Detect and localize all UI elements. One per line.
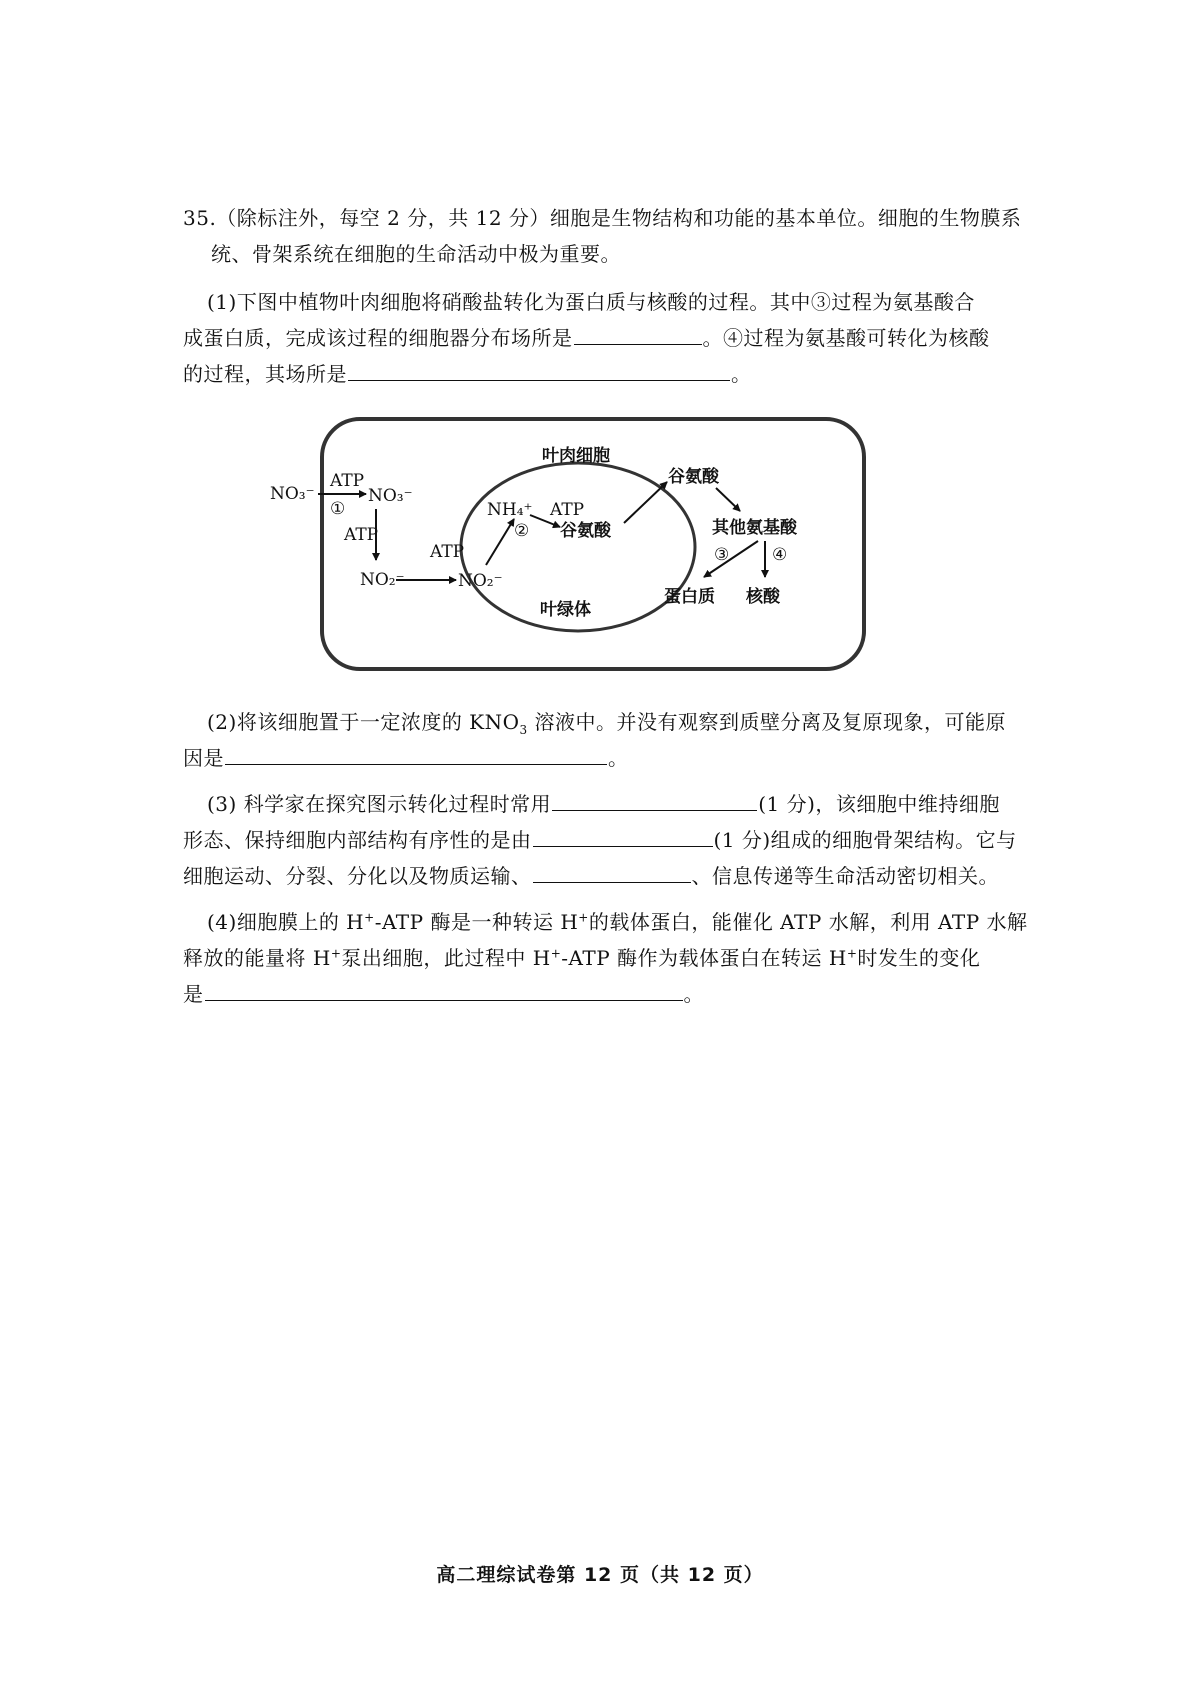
step1-marker: ① (330, 499, 346, 519)
no2-chloroplast-label: NO₂⁻ (458, 571, 503, 591)
atp-label-no3-no2: ATP (344, 525, 379, 545)
subscript-3: 3 (519, 723, 528, 737)
question-intro-text-2: 统、骨架系统在细胞的生命活动中极为重要。 (211, 242, 621, 266)
subquestion-4-text: 时发生的变化 (857, 946, 981, 970)
nucleic-acid-label: 核酸 (746, 587, 780, 607)
superscript-plus: + (846, 946, 858, 961)
glutamate-cytoplasm-label: 谷氨酸 (668, 467, 719, 487)
step2-marker: ② (514, 521, 530, 541)
question-intro-text-1: 35.（除标注外，每空 2 分，共 12 分）细胞是生物结构和功能的基本单位。细胞的生物膜系 (183, 206, 1022, 230)
subquestion-3-text: 细胞运动、分裂、分化以及物质运输、 (183, 864, 532, 888)
subquestion-4-text: 。 (683, 982, 704, 1006)
subquestion-3-text: (1 分)，该细胞中维持细胞 (758, 792, 1000, 816)
subquestion-4-text: 是 (183, 982, 204, 1006)
no2-cytoplasm-label: NO₂⁻ (360, 570, 405, 590)
subquestion-4-text: 释放的能量将 H (183, 946, 331, 970)
subquestion-3-line (207, 789, 1026, 819)
subquestion-2-text: 因是 (183, 746, 224, 770)
subquestion-3-text: (1 分)组成的细胞骨架结构。它与 (713, 828, 1017, 852)
other-amino-acids-label: 其他氨基酸 (712, 518, 797, 538)
atp-label-no2-nh4: ATP (430, 542, 465, 562)
nh4-label: NH₄⁺ (487, 500, 533, 520)
subquestion-2-line (207, 707, 1026, 737)
answer-blank-4[interactable] (552, 790, 757, 811)
superscript-plus: + (364, 910, 375, 925)
subquestion-4-line (183, 943, 1026, 973)
subquestion-3-line (183, 825, 1026, 855)
step3-marker: ③ (714, 545, 730, 565)
superscript-plus: + (578, 910, 589, 925)
subquestion-1-text: 成蛋白质，完成该过程的细胞器分布场所是 (183, 326, 573, 350)
superscript-plus: + (550, 946, 562, 961)
arrow-no2-to-nh4 (486, 519, 514, 565)
subquestion-3-line (183, 861, 1026, 891)
no3-outside-label: NO₃⁻ (270, 484, 315, 504)
subquestion-3-text: 、信息传递等生命活动密切相关。 (691, 864, 999, 888)
subquestion-2-text: 溶液中。并没有观察到质壁分离及复原现象，可能原 (527, 710, 1007, 734)
subquestion-1-line (207, 287, 1026, 317)
subquestion-4-text: -ATP 酶是一种转运 H (374, 910, 579, 934)
subquestion-2-line (183, 743, 1026, 773)
nitrate-conversion-diagram (260, 415, 910, 675)
glutamate-chloroplast-label: 谷氨酸 (560, 521, 611, 541)
subquestion-3-text: (3) 科学家在探究图示转化过程时常用 (207, 792, 552, 816)
answer-blank-5[interactable] (533, 826, 713, 847)
subquestion-3-text: 形态、保持细胞内部结构有序性的是由 (183, 828, 532, 852)
subquestion-4-text: (4)细胞膜上的 H (207, 910, 365, 934)
answer-blank-1[interactable] (574, 324, 702, 345)
page-footer: 高二理综试卷第 12 页（共 12 页） (436, 1564, 764, 1586)
atp-label-step1: ATP (330, 471, 365, 491)
subquestion-1-text: 。 (731, 362, 752, 386)
subquestion-2-text: (2)将该细胞置于一定浓度的 KNO (207, 710, 520, 734)
atp-label-step2: ATP (550, 500, 585, 520)
chloroplast-label: 叶绿体 (540, 600, 591, 620)
subquestion-1-line (183, 359, 1026, 389)
answer-blank-6[interactable] (533, 862, 691, 883)
subquestion-1-text: 。④过程为氨基酸可转化为核酸 (702, 326, 990, 350)
no3-inside-label: NO₃⁻ (368, 486, 413, 506)
arrow-glutamate-to-other-aa (716, 488, 740, 511)
cell-label: 叶肉细胞 (542, 446, 610, 466)
subquestion-4-line (207, 907, 1026, 937)
subquestion-1-text: (1)下图中植物叶肉细胞将硝酸盐转化为蛋白质与核酸的过程。其中③过程为氨基酸合 (207, 290, 975, 314)
arrow-glutamate-export (624, 482, 667, 523)
step4-marker: ④ (772, 545, 788, 565)
subquestion-4-text: -ATP 酶作为载体蛋白在转运 H (561, 946, 847, 970)
subquestion-4-line (183, 979, 1026, 1009)
subquestion-1-line (183, 323, 1026, 353)
answer-blank-2[interactable] (348, 360, 730, 381)
subquestion-4-text: 泵出细胞，此过程中 H (341, 946, 551, 970)
answer-blank-7[interactable] (205, 980, 683, 1001)
subquestion-1-text: 的过程，其场所是 (183, 362, 347, 386)
question-intro-line (211, 239, 1026, 269)
protein-label: 蛋白质 (664, 587, 715, 607)
answer-blank-3[interactable] (225, 744, 607, 765)
arrow-step3 (704, 541, 758, 577)
subquestion-4-text: 的载体蛋白，能催化 ATP 水解，利用 ATP 水解 (588, 910, 1028, 934)
subquestion-2-text: 。 (608, 746, 629, 770)
question-intro-line (183, 203, 1026, 233)
superscript-plus: + (330, 946, 342, 961)
